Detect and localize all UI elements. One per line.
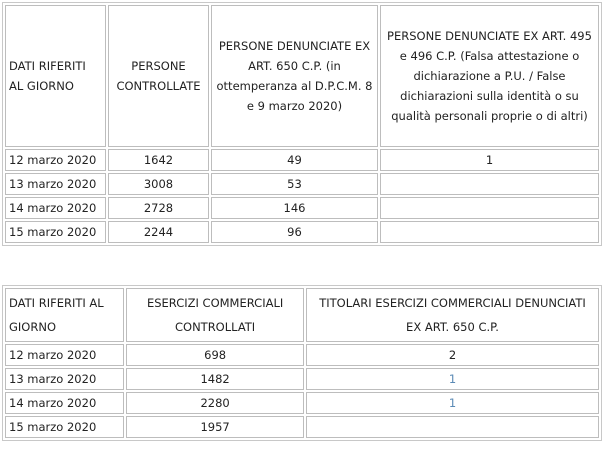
value-cell: 2280 xyxy=(126,392,304,414)
date-cell: 12 marzo 2020 xyxy=(5,149,106,171)
value-cell: 2 xyxy=(306,344,599,366)
table-row xyxy=(5,368,599,390)
table-row xyxy=(5,392,599,414)
date-cell: 12 marzo 2020 xyxy=(5,344,124,366)
date-cell: 15 marzo 2020 xyxy=(5,416,124,438)
value-cell: 49 xyxy=(211,149,378,171)
table-esercizi xyxy=(2,285,602,441)
header-cell: TITOLARI ESERCIZI COMMERCIALI DENUNCIATI EX ART. 650 C.P. xyxy=(306,288,599,342)
table-header-row xyxy=(5,288,599,342)
value-cell xyxy=(380,221,599,243)
date-cell: 14 marzo 2020 xyxy=(5,392,124,414)
date-cell: 14 marzo 2020 xyxy=(5,197,106,219)
value-cell: 1482 xyxy=(126,368,304,390)
value-cell: 1 xyxy=(380,149,599,171)
table-row xyxy=(5,416,599,438)
value-cell: 1957 xyxy=(126,416,304,438)
header-cell: DATI RIFERITI AL GIORNO xyxy=(5,288,124,342)
header-cell: PERSONE CONTROLLATE xyxy=(108,5,209,147)
value-cell: 2244 xyxy=(108,221,209,243)
table-row xyxy=(5,221,599,243)
value-cell: 698 xyxy=(126,344,304,366)
table-row xyxy=(5,149,599,171)
table-row xyxy=(5,344,599,366)
value-cell: 1642 xyxy=(108,149,209,171)
header-cell: ESERCIZI COMMERCIALI CONTROLLATI xyxy=(126,288,304,342)
value-cell: 3008 xyxy=(108,173,209,195)
value-cell xyxy=(306,416,599,438)
value-cell xyxy=(380,197,599,219)
table-row xyxy=(5,197,599,219)
value-cell: 1 xyxy=(306,368,599,390)
value-cell: 1 xyxy=(306,392,599,414)
table-row xyxy=(5,173,599,195)
date-cell: 13 marzo 2020 xyxy=(5,173,106,195)
header-cell: PERSONE DENUNCIATE EX ART. 495 e 496 C.P. (Falsa attestazione o dichiarazione a P.U. / False dichiarazioni sulla identità o su qualità personali proprie o di altri) xyxy=(380,5,599,147)
header-cell: PERSONE DENUNCIATE EX ART. 650 C.P. (in ottemperanza al D.P.C.M. 8 e 9 marzo 2020) xyxy=(211,5,378,147)
value-cell: 96 xyxy=(211,221,378,243)
table-header-row xyxy=(5,5,599,147)
value-cell: 146 xyxy=(211,197,378,219)
value-cell: 53 xyxy=(211,173,378,195)
header-cell: DATI RIFERITI AL GIORNO xyxy=(5,5,106,147)
value-cell: 2728 xyxy=(108,197,209,219)
value-cell xyxy=(380,173,599,195)
date-cell: 13 marzo 2020 xyxy=(5,368,124,390)
date-cell: 15 marzo 2020 xyxy=(5,221,106,243)
table-persone xyxy=(2,2,602,246)
